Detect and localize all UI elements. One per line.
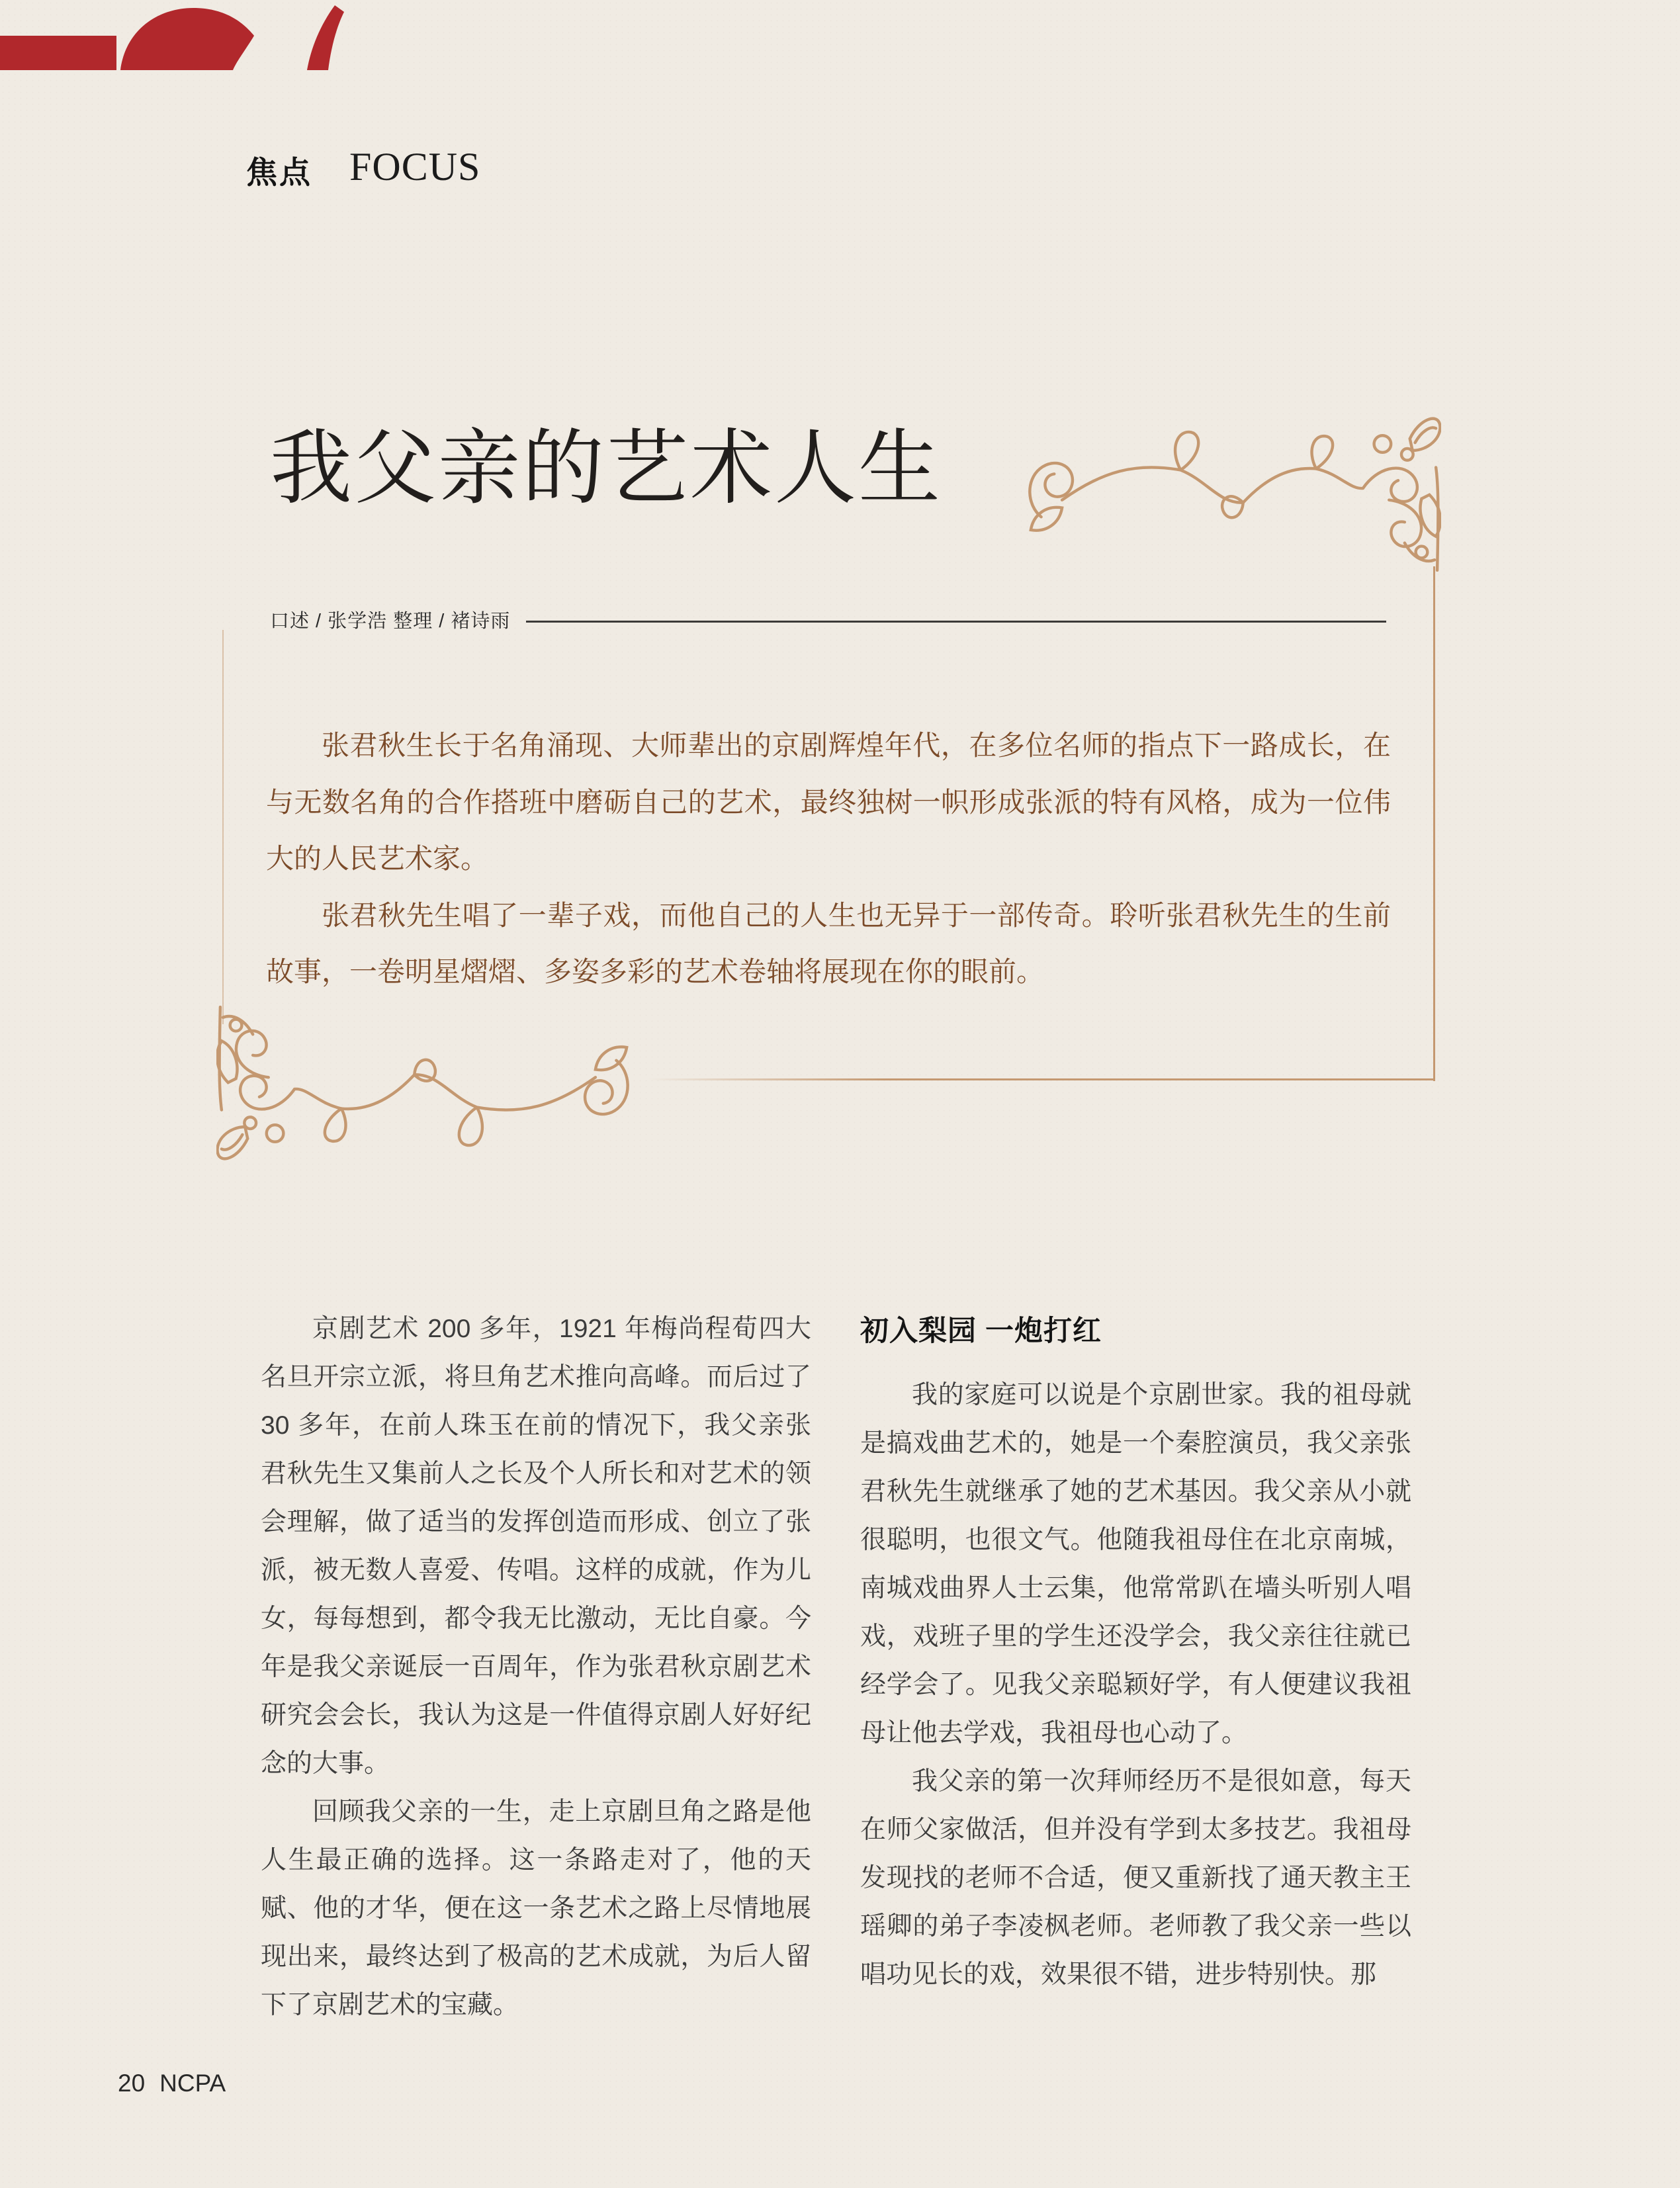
body-paragraph: 我的家庭可以说是个京剧世家。我的祖母就是搞戏曲艺术的，她是一个秦腔演员，我父亲张君秋先生就继承了她的艺术基因。我父亲从小就很聪明，也很文气。他随我祖母住在北京南城，南城戏曲界人士云集，他常常趴在墙头听别人唱戏，戏班子里的学生还没学会，我父亲往往就已经学会了。见我父亲聪颖好学，有人便建议我祖母让他去学戏，我祖母也心动了。 bbox=[860, 1381, 1411, 1747]
red-bar bbox=[0, 36, 116, 70]
floral-flourish-icon bbox=[216, 1006, 633, 1175]
body-column-left bbox=[261, 1305, 811, 2029]
intro-abstract bbox=[266, 719, 1391, 1002]
intro-paragraph: 张君秋先生唱了一辈子戏，而他自己的人生也无异于一部传奇。聆听张君秋先生的生前故事，一卷明星熠熠、多姿多彩的艺术卷轴将展现在你的眼前。 bbox=[266, 900, 1391, 988]
subsection-heading: 初入梨园 一炮打红 bbox=[860, 1315, 1102, 1347]
page-footer bbox=[118, 2070, 226, 2097]
page-number: 20 bbox=[118, 2070, 146, 2097]
section-label-zh: 焦点 bbox=[246, 155, 312, 190]
magazine-name: NCPA bbox=[159, 2070, 226, 2097]
body-paragraph: 京剧艺术 200 多年，1921 年梅尚程荀四大名旦开宗立派，将旦角艺术推向高峰。而后过了 30 多年，在前人珠玉在前的情况下，我父亲张君秋先生又集前人之长及个人所长和对艺术的领会理解，做了适当的发挥创造而形成、创立了张派，被无数人喜爱、传唱。这样的成就，作为儿女，每每想到，都令我无比激动，无比自豪。今年是我父亲诞辰一百周年，作为张君秋京剧艺术研究会会长，我认为这是一件值得京剧人好好纪念的大事。 bbox=[261, 1315, 811, 1778]
intro-paragraph: 张君秋生长于名角涌现、大师辈出的京剧辉煌年代，在多位名师的指点下一路成长，在与无数名角的合作搭班中磨砺自己的艺术，最终独树一帜形成张派的特有风格，成为一位伟大的人民艺术家。 bbox=[266, 731, 1391, 875]
body-paragraph: 回顾我父亲的一生，走上京剧旦角之路是他人生最正确的选择。这一条路走对了，他的天赋、他的才华，便在这一条艺术之路上尽情地展现出来，最终达到了极高的艺术成就，为后人留下了京剧艺术的宝藏。 bbox=[261, 1798, 811, 2019]
floral-flourish-icon bbox=[1024, 402, 1441, 572]
page-title: 我父亲的艺术人生 bbox=[270, 423, 943, 514]
focus-section-logo-icon bbox=[0, 0, 463, 73]
byline-rule bbox=[526, 621, 1386, 623]
body-column-right bbox=[860, 1371, 1411, 1999]
intro-frame-right-border bbox=[1433, 566, 1435, 1081]
intro-frame-bottom-border bbox=[648, 1078, 1435, 1080]
intro-frame-left-border bbox=[222, 630, 224, 1024]
red-swoosh-shape bbox=[307, 5, 344, 70]
red-dome-shape bbox=[120, 8, 254, 70]
section-label-en: FOCUS bbox=[349, 145, 481, 189]
byline: 口述 / 张学浩 整理 / 褚诗雨 bbox=[270, 611, 511, 632]
body-paragraph: 我父亲的第一次拜师经历不是很如意，每天在师父家做活，但并没有学到太多技艺。我祖母发现找的老师不合适，便又重新找了通天教主王瑶卿的弟子李凌枫老师。老师教了我父亲一些以唱功见长的戏，效果很不错，进步特别快。那 bbox=[860, 1767, 1411, 1989]
